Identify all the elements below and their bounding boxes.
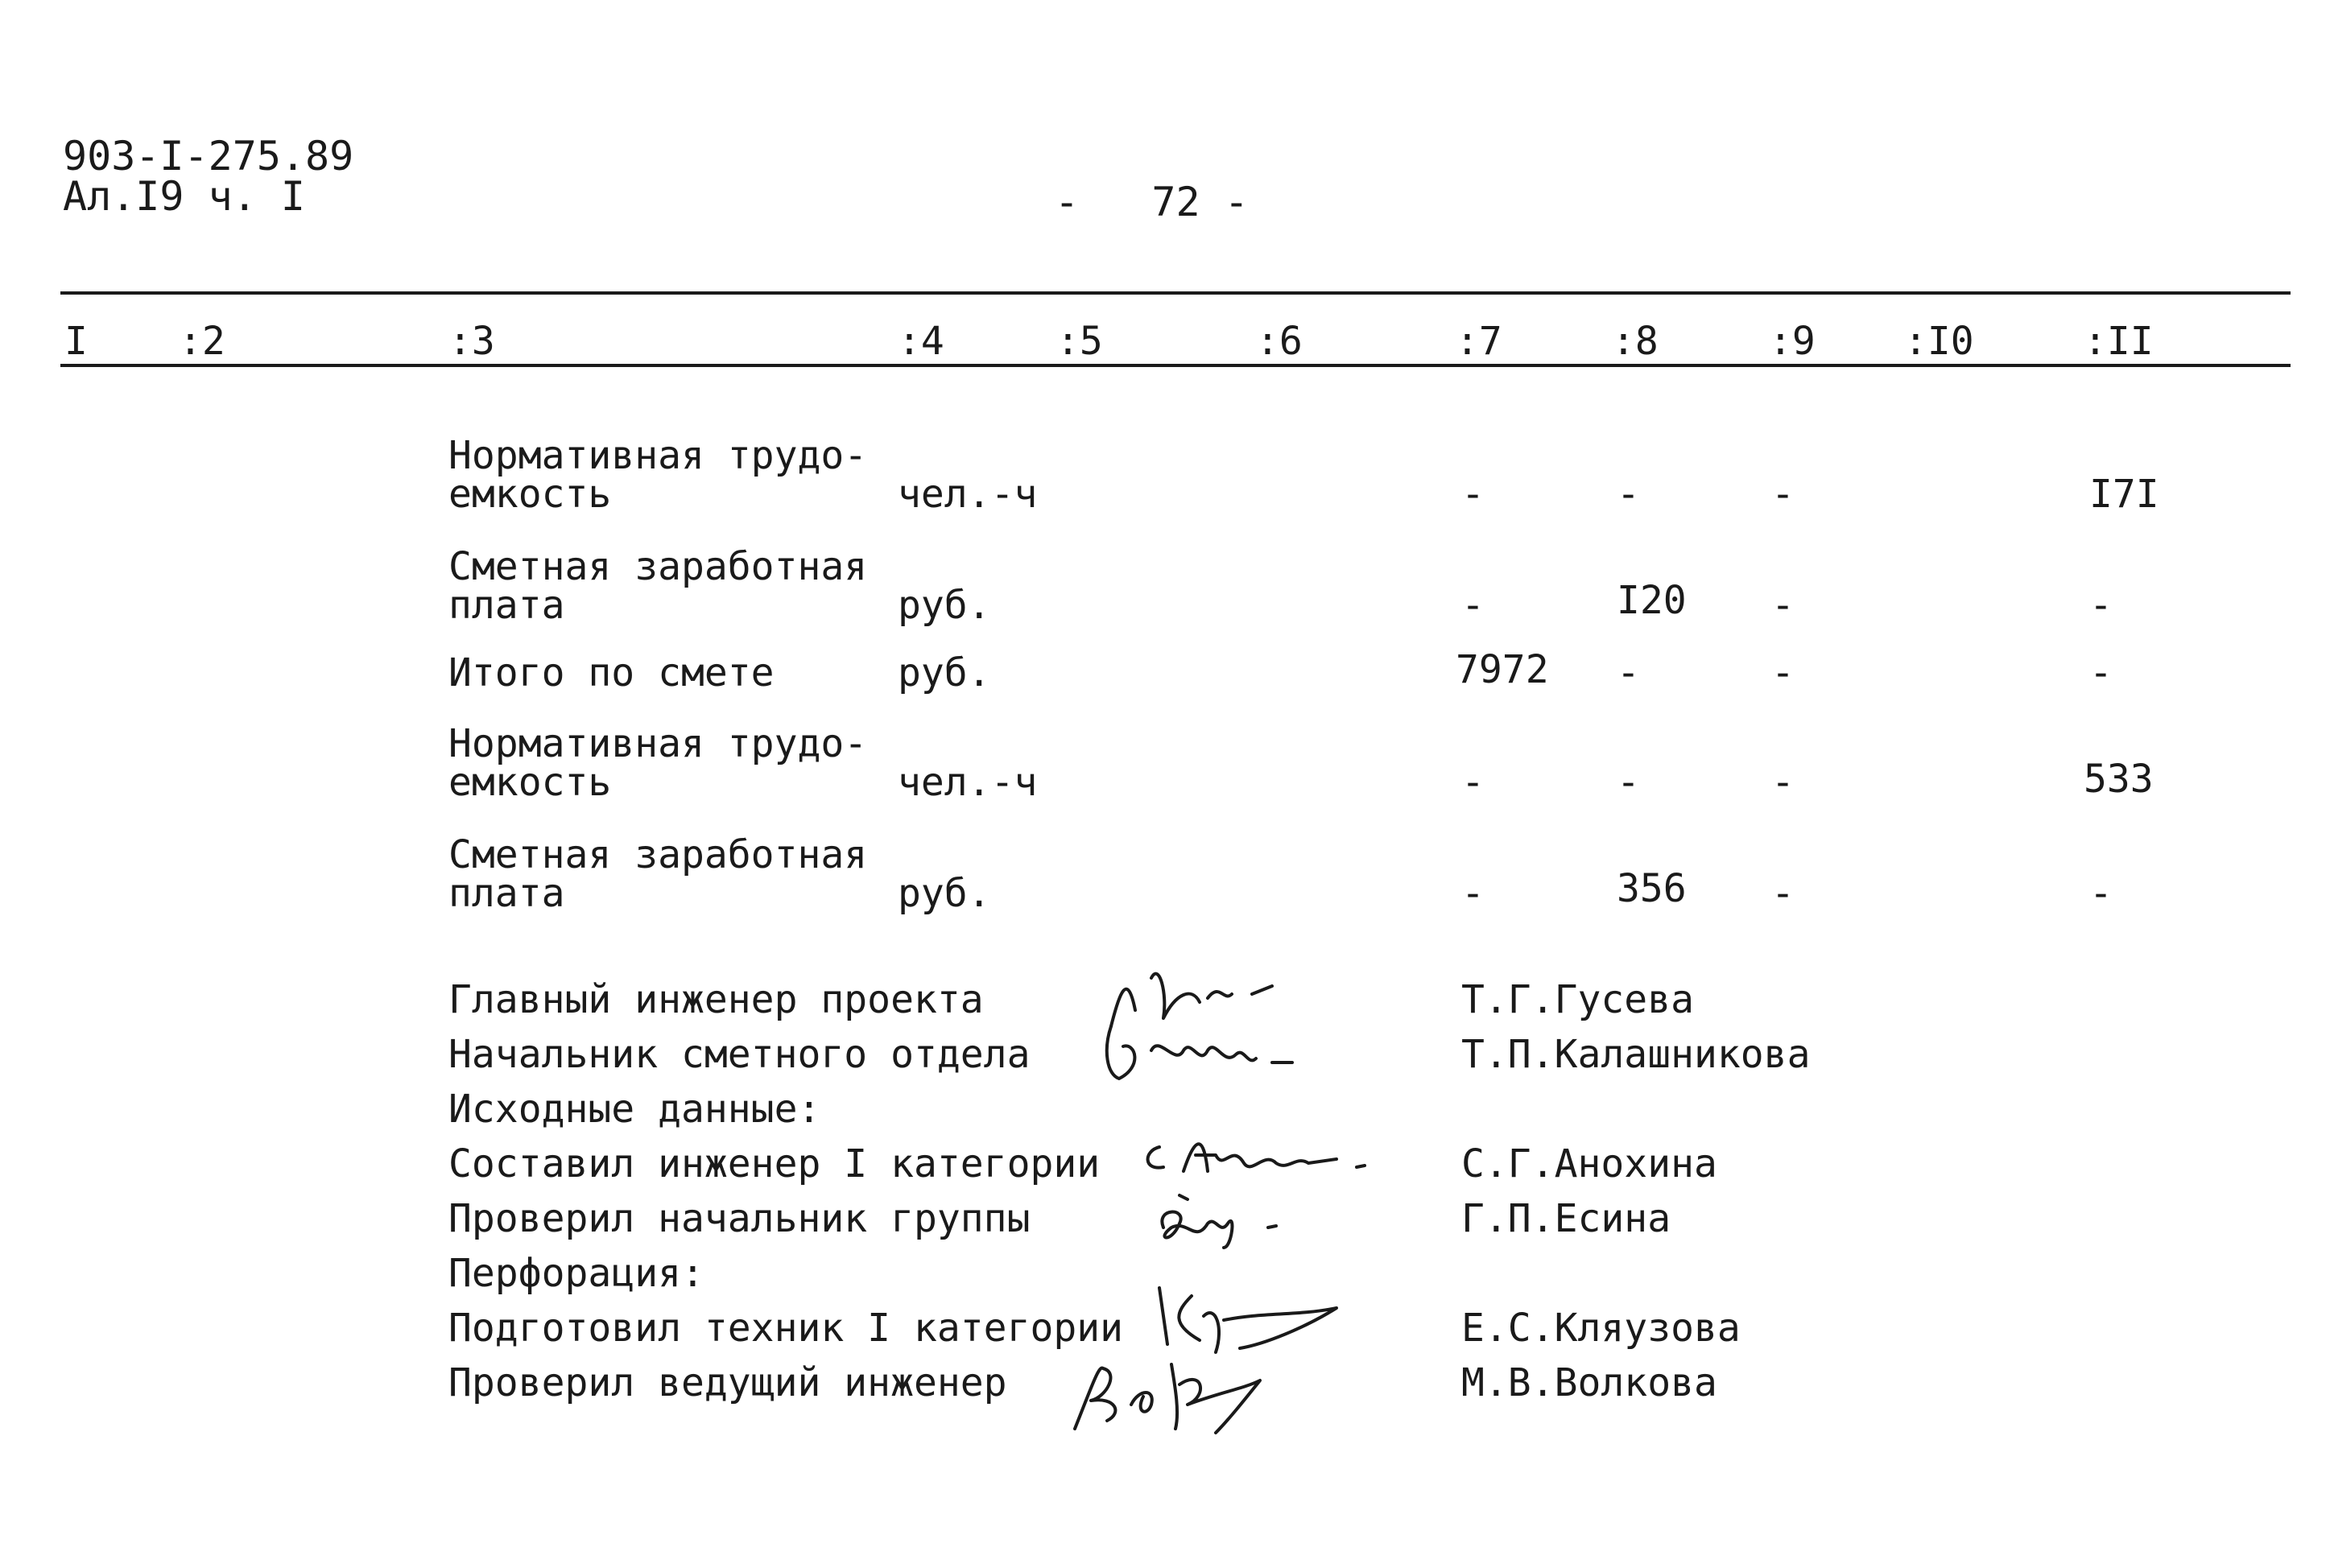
row-4-unit: чел.-ч: [898, 760, 1038, 805]
row-4-col7: -: [1461, 760, 1485, 805]
column-header-7: :7: [1456, 319, 1502, 364]
column-header-1: I: [64, 319, 88, 364]
handwritten-signature-kalashnikova: [1095, 1018, 1336, 1091]
row-2-col8: I20: [1617, 578, 1687, 623]
signature-role-compiled: Составил инженер I категории: [448, 1141, 1101, 1186]
row-3-name-line1: Итого по смете: [448, 650, 775, 695]
row-5-col9: -: [1771, 871, 1795, 916]
row-2-col11: -: [2089, 583, 2113, 628]
row-4-name-line2: емкость: [448, 760, 612, 805]
row-2-unit: руб.: [898, 583, 991, 628]
row-5-col7: -: [1461, 871, 1485, 916]
column-header-11: :II: [2084, 319, 2154, 364]
column-header-3: :3: [448, 319, 495, 364]
row-1-col9: -: [1771, 472, 1795, 517]
column-header-6: :6: [1256, 319, 1303, 364]
column-header-9: :9: [1769, 319, 1816, 364]
signature-role-head-estimates: Начальник сметного отдела: [448, 1032, 1031, 1077]
doc-code-line2: Ал.I9 ч. I: [63, 173, 306, 220]
row-1-name-line2: емкость: [448, 472, 612, 517]
signature-role-chief-engineer: Главный инженер проекта: [448, 977, 984, 1022]
row-4-col11: 533: [2084, 757, 2154, 802]
page-number: - 72 -: [1055, 179, 1249, 225]
doc-code-line1: 903-I-275.89: [63, 133, 354, 179]
signature-name-guseva: Т.Г.Гусева: [1461, 977, 1694, 1022]
signature-role-checked-lead: Проверил ведущий инженер: [448, 1360, 1007, 1405]
row-1-col8: -: [1617, 472, 1640, 517]
signature-name-anokhina: С.Г.Анохина: [1461, 1141, 1717, 1186]
row-4-name-line1: Нормативная трудо-: [448, 721, 868, 766]
column-header-8: :8: [1612, 319, 1659, 364]
row-5-col8: 356: [1617, 866, 1687, 911]
row-2-name-line2: плата: [448, 583, 565, 628]
row-5-col11: -: [2089, 871, 2113, 916]
signature-name-klyauzova: Е.С.Кляузова: [1461, 1306, 1741, 1351]
row-5-name-line2: плата: [448, 871, 565, 916]
row-3-unit: руб.: [898, 650, 991, 695]
row-2-col9: -: [1771, 583, 1795, 628]
column-header-10: :I0: [1904, 319, 1974, 364]
row-3-col11: -: [2089, 650, 2113, 695]
row-1-col7: -: [1461, 472, 1485, 517]
column-header-5: :5: [1056, 319, 1103, 364]
column-header-2: :2: [179, 319, 225, 364]
handwritten-signature-volkova: [1059, 1340, 1324, 1445]
signature-role-prepared: Подготовил техник I категории: [448, 1306, 1124, 1351]
header-rule-bottom: [60, 364, 2291, 367]
row-3-col9: -: [1771, 650, 1795, 695]
header-rule-top: [60, 291, 2291, 295]
row-2-col7: -: [1461, 583, 1485, 628]
row-3-col7: 7972: [1456, 647, 1549, 692]
row-1-col11: I7I: [2089, 472, 2159, 517]
row-4-col9: -: [1771, 760, 1795, 805]
handwritten-signature-esina: [1147, 1179, 1308, 1252]
row-1-unit: чел.-ч: [898, 472, 1038, 517]
row-2-name-line1: Сметная заработная: [448, 544, 868, 589]
signature-section-source-data: Исходные данные:: [448, 1087, 821, 1132]
signature-name-volkova: М.В.Волкова: [1461, 1360, 1717, 1405]
row-4-col8: -: [1617, 760, 1640, 805]
row-5-name-line1: Сметная заработная: [448, 832, 868, 877]
column-header-4: :4: [898, 319, 944, 364]
row-5-unit: руб.: [898, 871, 991, 916]
row-1-name-line1: Нормативная трудо-: [448, 433, 868, 478]
signature-role-checked-group: Проверил начальник группы: [448, 1196, 1031, 1241]
signature-name-esina: Г.П.Есина: [1461, 1196, 1671, 1241]
row-3-col8: -: [1617, 650, 1640, 695]
signature-name-kalashnikova: Т.П.Калашникова: [1461, 1032, 1811, 1077]
signature-section-perforation: Перфорация:: [448, 1251, 704, 1296]
